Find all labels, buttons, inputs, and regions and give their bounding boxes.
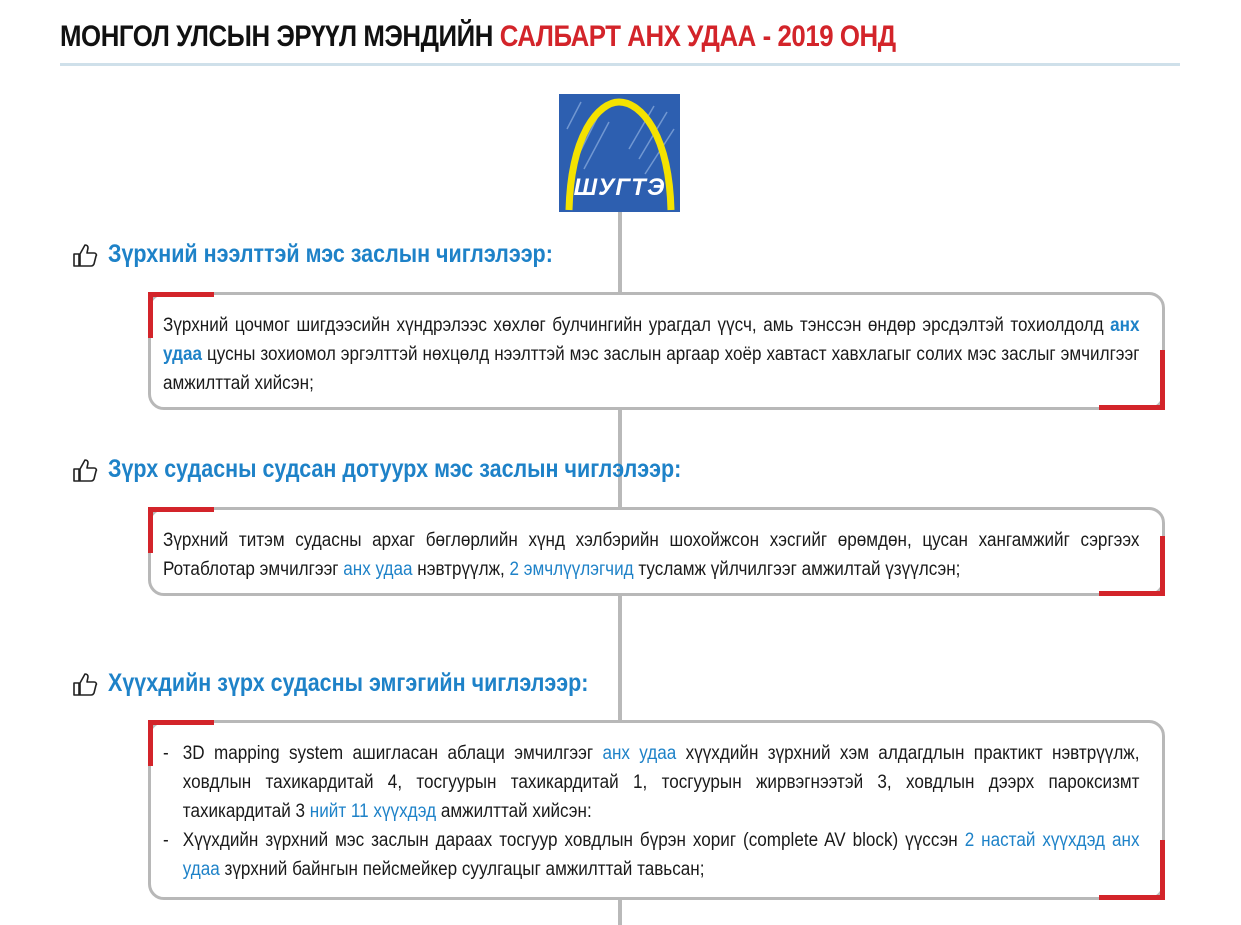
highlight-text: анх удаа (163, 315, 1140, 365)
section-body (163, 526, 1140, 584)
highlight-text: анх удаа (602, 743, 677, 764)
body-text: Зүрхний титэм судасны архаг бөглөрлийн хүнд хэлбэрийн шохойжсон хэсгийг өрөмдөн, цусан хангамжийг сэргээх Ротаблотар эмчилгээг (163, 530, 1140, 580)
shugte-logo (559, 94, 680, 212)
body-text: зүрхний байнгын пейсмейкер суулгацыг амжилттай тавьсан; (219, 859, 705, 880)
section-heading-text: Зүрх судасны судсан дотуурх мэс заслын чиглэлээр: (108, 455, 682, 483)
section-card-pediatric (148, 720, 1165, 900)
section-heading-open-surgery (72, 240, 625, 269)
thumbs-up-icon (72, 457, 98, 483)
highlight-text: анх удаа (343, 559, 413, 580)
body-text: тусламж үйлчилгээг амжилтай үзүүлсэн; (633, 559, 961, 580)
highlight-text: 2 эмчлүүлэгчид (509, 559, 634, 580)
section-body (163, 739, 1140, 884)
section-card-open-surgery (148, 292, 1165, 410)
thumbs-up-icon (72, 671, 98, 697)
section-heading-text: Зүрхний нээлттэй мэс заслын чиглэлээр: (108, 240, 553, 268)
body-text: цусны зохиомол эргэлттэй нөхцөлд нээлттэй мэс заслын аргаар хоёр хавтаст хавхлагыг солих мэс заслыг эмчилгээг амжилттай хийсэн; (163, 344, 1140, 394)
section-heading-endovascular (72, 455, 775, 484)
body-text: хүүхдийн зүрхний хэм алдагдлын практикт нэвтрүүлж, ховдлын тахикардитай 4, тосгуурын тахикардитай 1, тосгуурын жирвэгнээтэй 3, ховдлын дээрх пароксизмт тахикардитай 3 (182, 743, 1140, 822)
title-part-black: МОНГОЛ УЛСЫН ЭРҮҮЛ МЭНДИЙН (60, 20, 500, 53)
logo-text: ШУГТЭ (573, 174, 666, 201)
body-text: Хүүхдийн зүрхний мэс заслын дараах тосгуур ховдлын бүрэн хориг (complete AV block) үүссэн (182, 830, 965, 851)
body-text: амжилттай хийсэн: (436, 801, 592, 822)
section-body (163, 311, 1140, 398)
title-underline (60, 63, 1180, 66)
list-item (163, 826, 1140, 884)
section-heading-text: Хүүхдийн зүрх судасны эмгэгийн чиглэлээр: (108, 669, 589, 697)
bullet-dash: - (163, 830, 169, 851)
highlight-text: 2 настай хүүхдэд анх удаа (182, 830, 1140, 880)
highlight-text: нийт 11 хүүхдэд (309, 801, 437, 822)
bullet-dash: - (163, 743, 169, 764)
body-text: нэвтрүүлж, (412, 559, 510, 580)
title-part-red: САЛБАРТ АНХ УДАА - 2019 ОНД (499, 20, 896, 53)
page-title (60, 20, 896, 54)
body-text: Зүрхний цочмог шигдээсийн хүндрэлээс хөхлөг булчингийн урагдал үүсч, амь тэнссэн өндөр эрсдэлтэй тохиолдолд (163, 315, 1111, 336)
list-item (163, 739, 1140, 826)
section-card-endovascular (148, 507, 1165, 596)
section-heading-pediatric (72, 669, 667, 698)
body-text: 3D mapping system ашигласан аблаци эмчилгээг (182, 743, 603, 764)
thumbs-up-icon (72, 242, 98, 268)
